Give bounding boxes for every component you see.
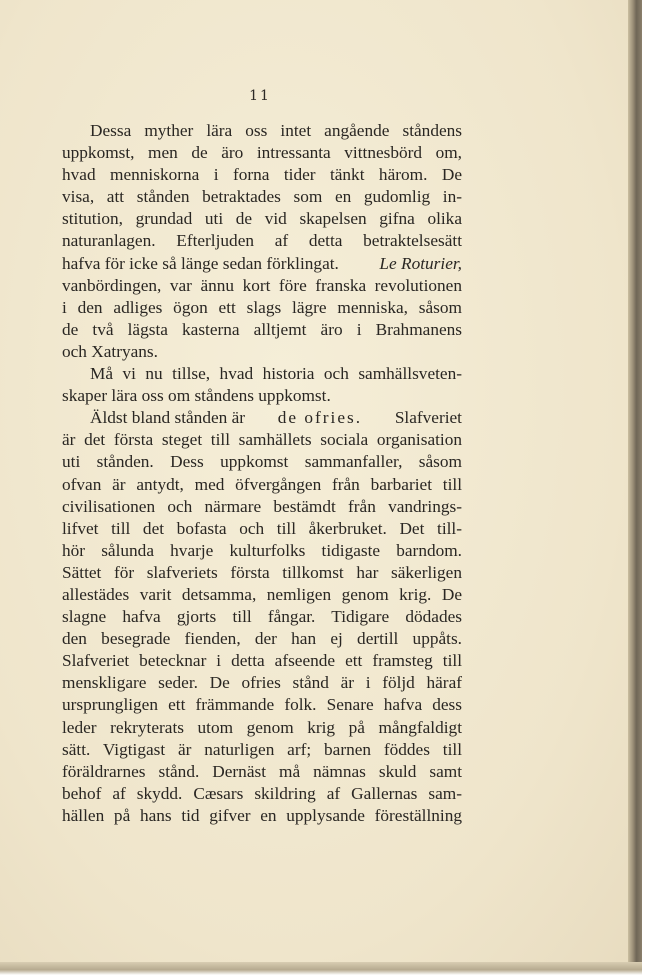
page-number: 11 <box>249 88 271 104</box>
text-line: lifvet till det bofasta och till åkerbruket. Det till- <box>62 518 462 538</box>
text-line: i den adliges ögon ett slags lägre menniska, såsom <box>62 297 462 317</box>
text-segment: Äldst bland stånden är <box>90 408 246 428</box>
page-edge-bottom <box>0 962 642 975</box>
text-line: ofvan är antydt, med öfvergången från barbariet till <box>62 474 462 494</box>
text-line: Slafveriet betecknar i detta afseende ett framsteg till <box>62 651 462 671</box>
text-line: är det första steget till samhällets sociala organisation <box>62 430 462 450</box>
italic-term: Le Roturier, <box>379 253 462 273</box>
text-line-mixed <box>62 253 462 275</box>
text-line: behof af skydd. Cæsars skildring af Gallernas sam- <box>62 783 462 803</box>
text-line: föräldrarnes stånd. Dernäst må nämnas skuld samt <box>62 761 462 781</box>
spaced-term: de ofries. <box>277 408 363 428</box>
text-line: hör sålunda hvarje kulturfolks tidigaste barndom. <box>62 540 462 560</box>
text-segment: hafva för icke så länge sedan förklingat. <box>62 253 339 273</box>
text-line: allestädes varit detsamma, nemligen genom krig. De <box>62 584 462 604</box>
text-line: vanbördingen, var ännu kort före franska revolutionen <box>62 275 462 295</box>
text-line: och Xatryans. <box>62 341 158 361</box>
text-line: den besegrade fienden, der han ej dertill uppåts. <box>62 629 462 649</box>
text-line: Må vi nu tillse, hvad historia och samhällsveten- <box>90 364 462 384</box>
text-line: skaper lära oss om ståndens uppkomst. <box>62 386 331 406</box>
text-line: civilisationen och närmare bestämdt från vandrings- <box>62 496 462 516</box>
text-line: Dessa myther lära oss intet angående ståndens <box>90 121 462 140</box>
text-line: ursprungligen ett främmande folk. Senare hafva dess <box>62 695 462 715</box>
text-line: uti stånden. Dess uppkomst sammanfaller, såsom <box>62 452 462 472</box>
text-line: stitution, grundad uti de vid skapelsen gifna olika <box>62 209 462 229</box>
text-segment: Slafveriet <box>394 408 462 428</box>
text-line: sätt. Vigtigast är naturligen arf; barnen föddes till <box>62 739 462 759</box>
page-edge-right <box>628 0 642 975</box>
text-line: visa, att stånden betraktades som en gudomlig in- <box>62 187 462 207</box>
text-line: leder rekryterats utom genom krig på mångfaldigt <box>62 717 462 737</box>
text-line: Sättet för slafveriets första tillkomst har säkerligen <box>62 562 462 582</box>
text-line: menskligare seder. De ofries stånd är i följd häraf <box>62 673 462 693</box>
text-line-mixed <box>62 407 462 429</box>
text-line: slagne hafva gjorts till fångar. Tidigare dödades <box>62 607 462 627</box>
text-line: hvad menniskorna i forna tider tänkt härom. De <box>62 165 462 185</box>
text-line: naturanlagen. Efterljuden af detta betraktelsesätt <box>62 231 462 251</box>
text-line: de två lägsta kasterna alltjemt äro i Brahmanens <box>62 319 462 339</box>
body-text <box>62 120 462 827</box>
text-line: hällen på hans tid gifver en upplysande föreställning <box>62 805 462 825</box>
text-line: uppkomst, men de äro intressanta vittnesbörd om, <box>62 143 462 163</box>
